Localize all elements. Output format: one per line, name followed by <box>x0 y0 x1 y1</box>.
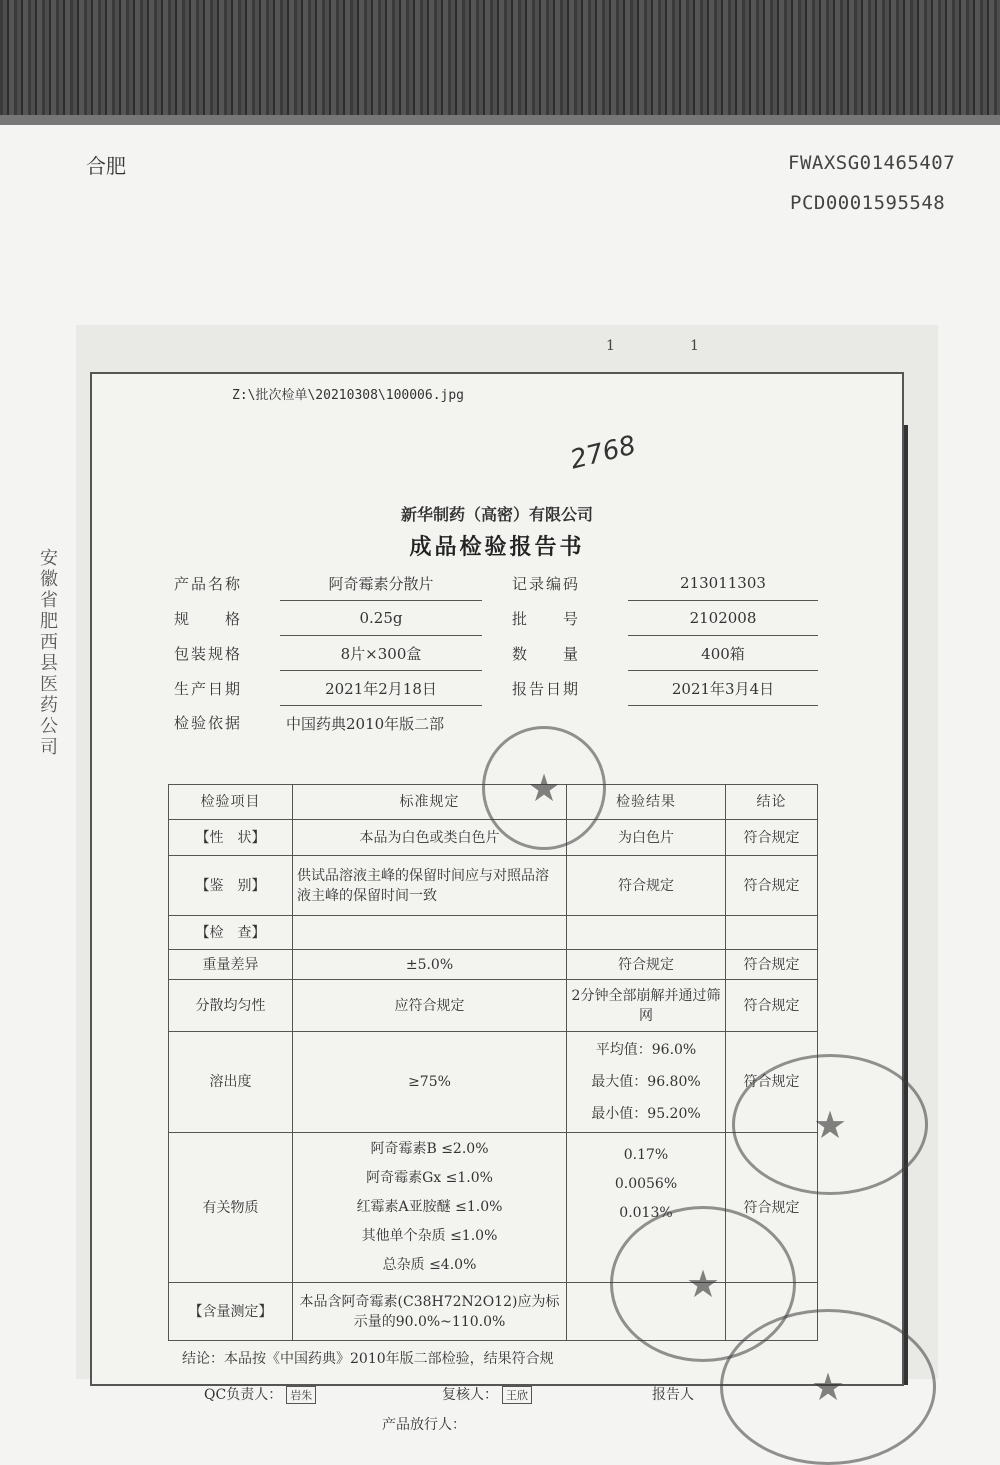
col-header: 结论 <box>726 785 818 820</box>
standard-cell: ±5.0% <box>293 950 567 980</box>
stamp-star-icon: ★ <box>812 1102 848 1147</box>
item-cell: 重量差异 <box>169 950 293 980</box>
info-row <box>168 671 818 706</box>
standard-cell: ≥75% <box>293 1032 567 1133</box>
empty-cell <box>293 916 567 950</box>
standard-cell <box>293 1133 567 1283</box>
conclusion-cell: 符合规定 <box>726 820 818 856</box>
result-line: 0.0056% <box>614 1176 678 1192</box>
result-cell: 2分钟全部崩解并通过筛网 <box>567 980 726 1032</box>
info-row <box>168 706 818 741</box>
col-header: 检验项目 <box>169 785 293 820</box>
qc-signature <box>204 1384 316 1404</box>
standard-cell: 应符合规定 <box>293 980 567 1032</box>
standard-line: 其他单个杂质 ≤1.0% <box>361 1228 498 1244</box>
result-cell: 符合规定 <box>567 950 726 980</box>
info-label: 数 量 <box>512 644 581 663</box>
conclusion-cell: 符合规定 <box>726 980 818 1032</box>
info-value: 400箱 <box>628 636 818 671</box>
table-row <box>169 916 818 950</box>
item-cell: 【含量测定】 <box>169 1283 293 1341</box>
header-code-2: PCD0001595548 <box>790 192 946 214</box>
stamp-star-icon: ★ <box>685 1262 721 1306</box>
result-cell: 为白色片 <box>567 820 726 856</box>
reviewer-label: 复核人： <box>442 1387 498 1403</box>
item-cell: 【性 状】 <box>169 820 293 856</box>
page-mark-2: 1 <box>690 338 699 354</box>
info-value: 2021年3月4日 <box>628 671 818 706</box>
empty-cell <box>567 916 726 950</box>
col-header: 检验结果 <box>567 785 726 820</box>
empty-cell <box>726 916 818 950</box>
stamp-star-icon: ★ <box>526 766 562 810</box>
conclusion-cell: 符合规定 <box>726 950 818 980</box>
info-label: 产品名称 <box>174 574 243 593</box>
report-signature: 报告人 <box>652 1387 694 1403</box>
conclusion-cell: 符合规定 <box>726 1133 818 1283</box>
info-row <box>168 566 818 601</box>
side-vertical-text <box>38 548 60 758</box>
header-code-1: FWAXSG01465407 <box>788 152 956 174</box>
info-label: 报告日期 <box>512 679 581 698</box>
info-row <box>168 601 818 636</box>
standard-cell: 本品含阿奇霉素(C38H72N2O12)应为标示量的90.0%~110.0% <box>293 1283 567 1341</box>
info-label: 规 格 <box>174 609 243 628</box>
table-row <box>169 820 818 856</box>
item-cell: 有关物质 <box>169 1133 293 1283</box>
scanned-report-photo <box>76 325 938 1433</box>
info-value: 2102008 <box>628 601 818 636</box>
standard-line: 总杂质 ≤4.0% <box>382 1257 477 1273</box>
standard-line: 红霉素A亚胺醚 ≤1.0% <box>356 1199 503 1215</box>
stamp-company <box>720 1309 936 1465</box>
info-value: 8片×300盒 <box>280 636 482 671</box>
table-row <box>169 950 818 980</box>
side-text-char: 省 <box>40 590 58 611</box>
result-cell: 符合规定 <box>567 856 726 916</box>
standard-line: 阿奇霉素B ≤2.0% <box>370 1141 489 1157</box>
info-value: 阿奇霉素分散片 <box>280 566 482 601</box>
basis-value: 中国药典2010年版二部 <box>286 714 445 733</box>
table-row <box>169 856 818 916</box>
table-row <box>169 1032 818 1133</box>
info-value: 213011303 <box>628 566 818 601</box>
item-cell: 【鉴 别】 <box>169 856 293 916</box>
stamp-quality-dept <box>732 1054 928 1195</box>
standard-cell: 供试品溶液主峰的保留时间应与对照品溶液主峰的保留时间一致 <box>293 856 567 916</box>
side-text-char: 安 <box>40 548 58 569</box>
result-line: 最大值：96.80% <box>591 1074 701 1090</box>
stamp-star-icon: ★ <box>810 1365 846 1409</box>
conclusion-cell: 符合规定 <box>726 856 818 916</box>
result-line: 0.17% <box>623 1147 669 1163</box>
qc-box: 岩朱 <box>286 1386 316 1404</box>
info-label: 记录编码 <box>512 574 581 593</box>
product-info-table <box>168 566 818 740</box>
company-name: 新华制药（高密）有限公司 <box>400 505 593 524</box>
qc-label: QC负责人： <box>204 1387 283 1403</box>
report-conclusion: 结论：本品按《中国药典》2010年版二部检验，结果符合规 <box>182 1351 554 1367</box>
info-label: 批 号 <box>512 609 581 628</box>
page-mark-1: 1 <box>606 338 615 354</box>
side-text-char: 司 <box>40 737 58 758</box>
item-cell: 【检 查】 <box>169 916 293 950</box>
side-text-char: 药 <box>40 695 58 716</box>
info-value: 2021年2月18日 <box>280 671 482 706</box>
info-label: 包装规格 <box>174 644 243 663</box>
standard-line: 阿奇霉素Gx ≤1.0% <box>366 1170 493 1186</box>
result-line: 0.013% <box>619 1205 673 1221</box>
result-line: 平均值：96.0% <box>595 1042 697 1058</box>
side-text-char: 县 <box>40 653 58 674</box>
info-row <box>168 636 818 671</box>
basis-label: 检验依据 <box>174 714 243 733</box>
item-cell: 溶出度 <box>169 1032 293 1133</box>
side-text-char: 徽 <box>40 569 58 590</box>
result-cell <box>567 1032 726 1133</box>
scan-top-band <box>0 0 1000 125</box>
info-value: 0.25g <box>280 601 482 636</box>
handwritten-number: 2768 <box>567 430 639 476</box>
side-text-char: 公 <box>40 716 58 737</box>
file-path: Z:\批次检单\20210308\100006.jpg <box>232 388 465 403</box>
result-line: 最小值：95.20% <box>591 1106 701 1122</box>
report-title: 成品检验报告书 <box>409 534 585 560</box>
inspection-report <box>90 372 904 1433</box>
reviewer-signature <box>442 1384 532 1404</box>
side-text-char: 西 <box>40 632 58 653</box>
conclusion-cell: 符合规定 <box>726 1032 818 1133</box>
header-left-title: 合肥 <box>86 154 126 178</box>
item-cell: 分散均匀性 <box>169 980 293 1032</box>
standard-cell: 本品为白色或类白色片 <box>293 820 567 856</box>
release-signature: 产品放行人： <box>382 1417 466 1433</box>
side-text-char: 肥 <box>40 611 58 632</box>
stamp-inspection-seal <box>482 726 606 850</box>
reviewer-box: 王欣 <box>502 1386 532 1404</box>
table-row <box>169 980 818 1032</box>
side-text-char: 医 <box>40 674 58 695</box>
col-header: 标准规定 <box>293 785 567 820</box>
info-label: 生产日期 <box>174 679 243 698</box>
